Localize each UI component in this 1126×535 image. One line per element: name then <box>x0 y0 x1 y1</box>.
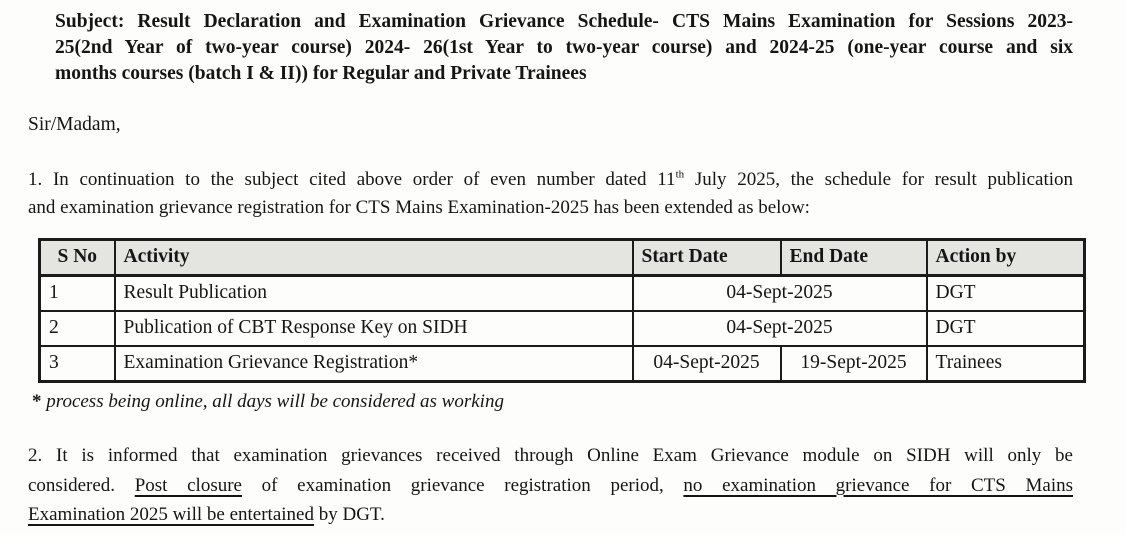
cell-activity: Result Publication <box>115 276 633 312</box>
paragraph-2-text: by DGT. <box>313 504 385 525</box>
table-header-end-date: End Date <box>781 240 927 276</box>
subject-heading <box>55 9 1073 87</box>
table-row <box>40 311 1085 346</box>
table-header-activity: Activity <box>115 240 633 276</box>
table-header-row <box>40 240 1085 276</box>
subject-line: Subject: Result Declaration and Examination Grievance Schedule- CTS Mains Examination for Sessions 2023- <box>55 11 1073 32</box>
underlined-text-no-grievance: no examination grievance for CTS Mains <box>683 474 1073 496</box>
paragraph-2-text: of examination grievance registration period, <box>242 474 684 496</box>
footnote-asterisk: * <box>32 391 42 412</box>
cell-start-date: 04-Sept-2025 <box>633 346 781 382</box>
paragraph-1-text: July 2025, the schedule for result publication <box>684 169 1073 190</box>
cell-activity: Publication of CBT Response Key on SIDH <box>115 311 633 346</box>
footnote <box>32 390 1073 414</box>
paragraph-2-line <box>28 500 1073 530</box>
cell-sno: 2 <box>40 311 115 346</box>
superscript-th: th <box>675 168 685 181</box>
salutation: Sir/Madam, <box>28 114 121 135</box>
cell-date-merged: 04-Sept-2025 <box>633 276 927 312</box>
paragraph-2 <box>28 441 1073 530</box>
cell-action-by: DGT <box>927 276 1085 312</box>
cell-sno: 3 <box>40 346 115 382</box>
table-header-start-date: Start Date <box>633 240 781 276</box>
paragraph-1-text: 1. In continuation to the subject cited above order of even number dated 11 <box>28 169 676 190</box>
table-header-action-by: Action by <box>927 240 1085 276</box>
table-row <box>40 346 1085 382</box>
schedule-table-container <box>38 238 1073 383</box>
paragraph-1-line: and examination grievance registration for CTS Mains Examination-2025 has been extended as below: <box>28 196 810 218</box>
schedule-table <box>38 238 1086 383</box>
cell-end-date: 19-Sept-2025 <box>781 346 927 382</box>
paragraph-2-line: 2. It is informed that examination grievances received through Online Exam Grievance module on SIDH will only be <box>28 445 1073 466</box>
paragraph-1-line <box>28 166 1073 194</box>
underlined-text-entertained: Examination 2025 will be entertained <box>28 504 314 525</box>
subject-line: months courses (batch I & II)) for Regular and Private Trainees <box>55 63 587 84</box>
cell-sno: 1 <box>40 276 115 312</box>
paragraph-1 <box>28 166 1073 221</box>
cell-action-by: Trainees <box>927 346 1085 382</box>
paragraph-2-text: considered. <box>28 474 135 496</box>
table-header-sno: S No <box>40 240 115 276</box>
cell-action-by: DGT <box>927 311 1085 346</box>
cell-activity: Examination Grievance Registration* <box>115 346 633 382</box>
underlined-text-post-closure: Post closure <box>134 474 242 496</box>
footnote-text: process being online, all days will be considered as working <box>41 391 504 412</box>
cell-date-merged: 04-Sept-2025 <box>633 311 927 346</box>
subject-line: 25(2nd Year of two-year course) 2024- 26(1st Year to two-year course) and 2024-25 (one-year course and six <box>55 37 1073 58</box>
table-row <box>40 276 1085 312</box>
paragraph-2-line <box>28 471 1073 501</box>
